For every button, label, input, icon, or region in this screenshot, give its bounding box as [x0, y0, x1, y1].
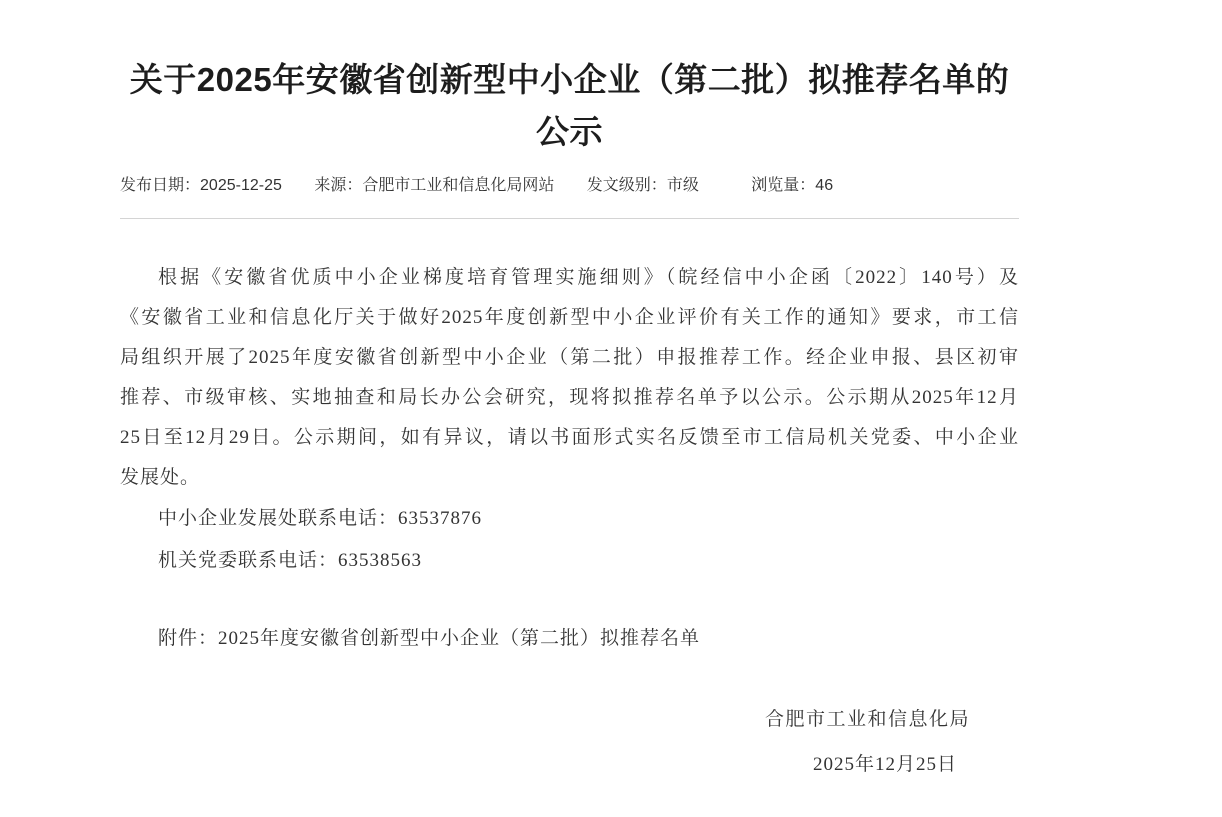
contact-number: 63537876 — [398, 508, 483, 529]
body-line: 《安徽省工业和信息化厅关于做好2025年度创新型中小企业评价有关工作的通知》要求，市工信 — [120, 307, 1019, 328]
page-title — [120, 54, 1019, 158]
meta-divider — [120, 218, 1019, 219]
announcement-article — [120, 54, 1019, 786]
meta-publish-date — [120, 175, 282, 197]
meta-publish-date-value: 2025-12-25 — [200, 177, 282, 194]
meta-publish-date-label: 发布日期： — [120, 177, 201, 194]
signature-block — [120, 699, 1019, 786]
attachment-link[interactable]: 2025年度安徽省创新型中小企业（第二批）拟推荐名单 — [218, 628, 701, 649]
meta-views-value: 46 — [815, 177, 834, 194]
body-line: 局组织开展了2025年度安徽省创新型中小企业（第二批）申报推荐工作。经企业申报、县区初审 — [120, 347, 1019, 368]
meta-views-label: 浏览量： — [751, 177, 816, 194]
meta-doc-level-label: 发文级别： — [586, 177, 667, 194]
meta-source-value: 合肥市工业和信息化局网站 — [362, 177, 555, 194]
meta-doc-level-value: 市级 — [666, 177, 699, 194]
contact-line — [120, 498, 1019, 540]
meta-source — [314, 175, 554, 197]
contact-label: 中小企业发展处联系电话： — [158, 508, 399, 529]
body-line: 发展处。 — [120, 467, 201, 488]
body-paragraph — [120, 258, 1019, 498]
attachment-line — [120, 618, 1019, 660]
contact-line — [120, 540, 1019, 582]
signature-org: 合肥市工业和信息化局 — [764, 709, 970, 730]
body-line: 根据《安徽省优质中小企业梯度培育管理实施细则》（皖经信中小企函〔2022〕140号）及 — [158, 267, 1019, 288]
body-line: 25日至12月29日。公示期间，如有异议，请以书面形式实名反馈至市工信局机关党委、中小企业 — [120, 427, 1019, 448]
page-title-line-2: 公示 — [536, 113, 603, 150]
article-meta — [120, 175, 1019, 197]
signature-date: 2025年12月25日 — [812, 754, 957, 775]
meta-doc-level — [587, 175, 699, 197]
attachment-label: 附件： — [158, 628, 219, 649]
contact-number: 63538563 — [338, 550, 423, 571]
article-body — [120, 258, 1019, 786]
announcement-page — [0, 54, 1222, 817]
meta-views — [751, 175, 833, 197]
body-line: 推荐、市级审核、实地抽查和局长办公会研究，现将拟推荐名单予以公示。公示期从2025年12月 — [120, 387, 1019, 408]
page-title-line-1: 关于2025年安徽省创新型中小企业（第二批）拟推荐名单的 — [129, 61, 1010, 98]
meta-source-label: 来源： — [314, 177, 363, 194]
contact-label: 机关党委联系电话： — [158, 550, 339, 571]
